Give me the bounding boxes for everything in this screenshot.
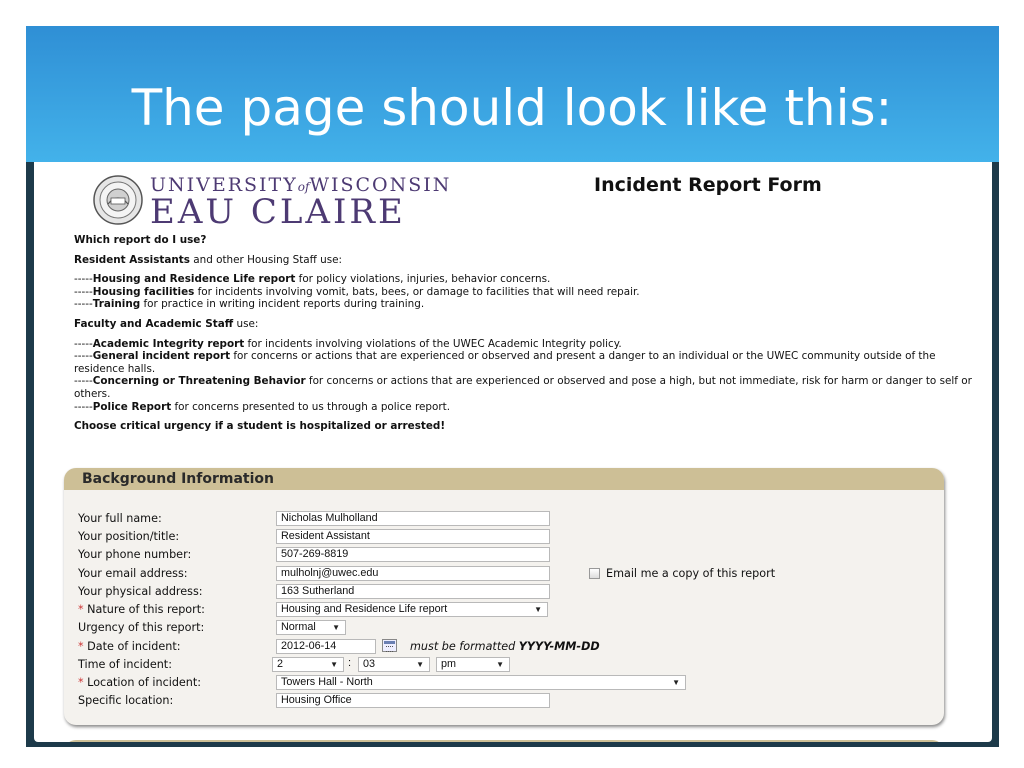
physical-address-input[interactable]: 163 Sutherland	[276, 584, 550, 599]
position-label: Your position/title:	[78, 530, 180, 543]
date-format-hint: must be formatted YYYY-MM-DD	[410, 640, 600, 653]
specific-location-input[interactable]: Housing Office	[276, 693, 550, 708]
nature-label: * Nature of this report:	[78, 603, 205, 616]
next-section-panel	[64, 740, 944, 742]
email-label: Your email address:	[78, 567, 188, 580]
form-title: Incident Report Form	[594, 174, 822, 196]
phone-label: Your phone number:	[78, 548, 192, 561]
guide-faculty-heading: Faculty and Academic Staff use:	[74, 317, 259, 330]
required-marker: *	[78, 640, 84, 653]
report-guide	[74, 234, 984, 440]
critical-urgency-note: Choose critical urgency if a student is hospitalized or arrested!	[74, 420, 446, 433]
email-copy-label: Email me a copy of this report	[606, 567, 776, 580]
required-marker: *	[78, 676, 84, 689]
phone-input[interactable]: 507-269-8819	[276, 547, 550, 562]
guide-ra-list	[74, 273, 984, 311]
guide-faculty-item: -----Concerning or Threatening Behavior for concerns or actions that are experienced or observed and pose a high, but not immediate, risk for harm or danger to self or others.	[74, 375, 972, 400]
physical-address-label: Your physical address:	[78, 585, 203, 598]
logo-campus-text: EAU CLAIRE	[150, 192, 406, 232]
urgency-label: Urgency of this report:	[78, 621, 205, 634]
chevron-down-icon: ▼	[496, 660, 504, 669]
required-marker: *	[78, 603, 84, 616]
logo-university-text: UNIVERSITYofWISCONSIN	[150, 174, 452, 196]
guide-ra-item: -----Training for practice in writing incident reports during training.	[74, 298, 425, 311]
guide-ra-item: -----Housing and Residence Life report for policy violations, injuries, behavior concerns.	[74, 273, 551, 286]
time-separator: :	[348, 657, 352, 669]
guide-faculty-item: -----Academic Integrity report for incidents involving violations of the UWEC Academic Integrity policy.	[74, 337, 622, 350]
guide-faculty-list	[74, 338, 984, 414]
time-hour-select[interactable]: 2 ▼	[272, 657, 344, 672]
location-select[interactable]: Towers Hall - North ▼	[276, 675, 686, 690]
guide-ra-item: -----Housing facilities for incidents involving vomit, bats, bees, or damage to facilities that will need repair.	[74, 285, 640, 298]
university-seal-icon	[92, 174, 144, 226]
full-name-label: Your full name:	[78, 512, 162, 525]
specific-location-label: Specific location:	[78, 694, 174, 707]
slide-title: The page should look like this:	[131, 79, 893, 137]
guide-faculty-item: -----General incident report for concerns or actions that are experienced or observed and present a danger to an individual or the UWEC community outside of the residence halls.	[74, 350, 936, 375]
chevron-down-icon: ▼	[534, 605, 542, 614]
calendar-icon[interactable]	[382, 639, 397, 652]
email-input[interactable]: mulholnj@uwec.edu	[276, 566, 550, 581]
chevron-down-icon: ▼	[332, 623, 340, 632]
chevron-down-icon: ▼	[416, 660, 424, 669]
date-input[interactable]: 2012-06-14	[276, 639, 376, 654]
incident-form-page	[34, 162, 992, 742]
full-name-input[interactable]: Nicholas Mulholland	[276, 511, 550, 526]
chevron-down-icon: ▼	[330, 660, 338, 669]
email-copy-checkbox[interactable]	[589, 568, 600, 579]
guide-faculty-item: -----Police Report for concerns presented to us through a police report.	[74, 400, 451, 413]
time-label: Time of incident:	[78, 658, 172, 671]
date-label: * Date of incident:	[78, 640, 181, 653]
chevron-down-icon: ▼	[672, 678, 680, 687]
time-minute-select[interactable]: 03 ▼	[358, 657, 430, 672]
location-label: * Location of incident:	[78, 676, 202, 689]
nature-select[interactable]: Housing and Residence Life report ▼	[276, 602, 548, 617]
position-input[interactable]: Resident Assistant	[276, 529, 550, 544]
background-information-heading: Background Information	[64, 468, 944, 490]
urgency-select[interactable]: Normal ▼	[276, 620, 346, 635]
guide-ra-heading: Resident Assistants and other Housing Staff use:	[74, 253, 343, 266]
time-ampm-select[interactable]: pm ▼	[436, 657, 510, 672]
guide-question: Which report do I use?	[74, 234, 207, 246]
